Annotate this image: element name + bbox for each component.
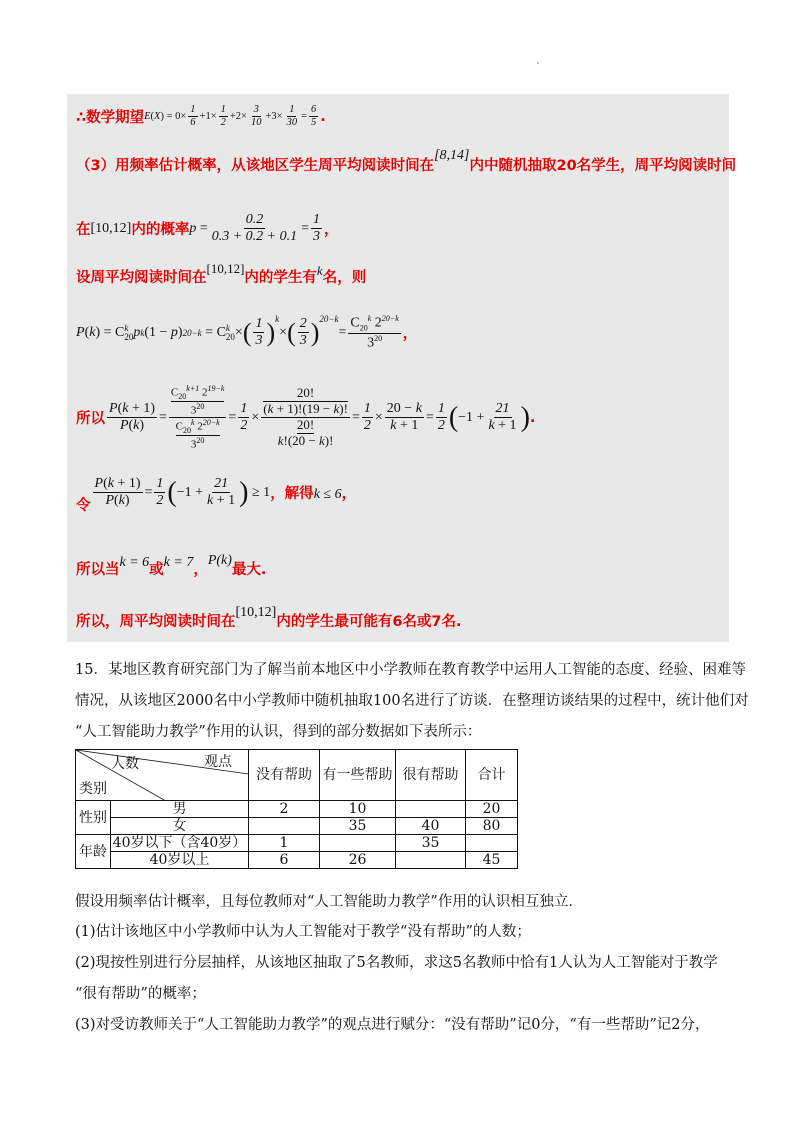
assumption-text: 假设用频率估计概率，且每位教师对“人工智能助力教学”作用的认识相互独立． xyxy=(75,894,583,910)
cell: 1 xyxy=(249,835,320,852)
value-k-6: k = 6 xyxy=(119,554,150,570)
part3-text-a: （3）用频率估计概率，从该地区学生周平均阅读时间在 xyxy=(76,158,435,174)
ratio-formula: $\frac{P(k + 1)}{P(k)}$ = $C_{20}^{k+1}$ $2^{19-k}$ $3^{20}$ $C_{20}^k$ $2^{20-k}$ $3^{20}$ = $\frac{1}{2}$ × 20! (k + 1)!(19 − k)! 20! k!(20 − k)! = $\frac{1}{2}$ × $\frac{20 - k}{k + 1}$ = $\frac{1}{2}$ ( −1 + $\frac{21}{k + 1}$ ) xyxy=(109,384,530,452)
problem-line-3: “人工智能助力教学”作用的认识，得到的部分数据如下表所示： xyxy=(75,724,482,740)
interval-10-12-a: [10,12] xyxy=(90,220,132,236)
maximum-line xyxy=(76,552,267,579)
ratio-suffix: . xyxy=(529,409,536,426)
setup-text-b: 内的学生有 xyxy=(244,270,317,286)
row-label: 男 xyxy=(111,801,249,818)
inequality-prefix: 令 xyxy=(76,498,91,515)
question-3: (3)对受访教师关于“人工智能助力教学”的观点进行赋分：“没有帮助”记0分，“有一些帮助”记2分， xyxy=(75,1017,710,1033)
ratio-line xyxy=(76,384,535,452)
probability-prefix: 在 xyxy=(76,222,91,239)
setup-text-c: 名，则 xyxy=(322,270,367,286)
conclusion-text-a: 所以，周平均阅读时间在 xyxy=(76,614,236,630)
binomial-suffix: ， xyxy=(402,326,418,343)
setup-text-a: 设周平均阅读时间在 xyxy=(76,270,207,286)
cell: 80 xyxy=(466,818,518,835)
ratio-prefix: 所以 xyxy=(76,411,105,428)
corner-label-view: 观点 xyxy=(204,754,232,770)
probability-line xyxy=(76,212,339,245)
inequality-formula: $\frac{P(k + 1)}{P(k)}$ = $\frac{1}{2}$ ( −1 + $\frac{21}{k + 1}$ ) ≥ 1 xyxy=(94,476,271,509)
group-gender: 性别 xyxy=(76,801,111,835)
cell xyxy=(320,835,396,852)
variable-k: k xyxy=(316,262,323,278)
value-k-7: k = 7 xyxy=(163,554,194,570)
problem-line-1: 15．某地区教育研究部门为了解当前本地区中小学教师在教育教学中运用人工智能的态度、经验、困难等 xyxy=(75,662,746,678)
interval-8-14: [8,14] xyxy=(434,147,470,163)
header-no-help: 没有帮助 xyxy=(249,750,320,801)
question-2-line-1: (2)現按性别进行分层抽样，从该地区抽取了5名教师，求这5名教师中恰有1人认为人工智能对于教学 xyxy=(75,955,718,971)
inequality-line xyxy=(76,476,357,515)
inequality-mid: ，解得 xyxy=(270,486,314,503)
question-1: (1)估计该地区中小学教师中认为人工智能对于教学“没有帮助”的人数； xyxy=(75,924,531,940)
cell xyxy=(249,818,320,835)
inequality-suffix: ， xyxy=(341,486,357,503)
solution-block xyxy=(67,94,737,642)
cell: 26 xyxy=(320,852,396,869)
maximum-comma: ， xyxy=(193,562,208,578)
cell: 45 xyxy=(466,852,518,869)
table-corner-cell xyxy=(76,750,249,801)
maximum-or: 或 xyxy=(149,562,164,578)
maximum-text-b: 最大. xyxy=(231,562,267,578)
probability-mid: 内的概率 xyxy=(131,222,190,239)
interval-10-12-b: [10,12] xyxy=(206,260,245,276)
row-label: 女 xyxy=(111,818,249,835)
probability-formula: p = $\frac{0.2}{0.3 + 0.2 + 0.1}$ = $\frac{1}{3}$ xyxy=(189,212,321,245)
value-pk: P(k) xyxy=(207,552,232,568)
cell: 40 xyxy=(396,818,466,835)
expectation-suffix: . xyxy=(320,108,326,125)
interval-10-12-c: [10,12] xyxy=(235,604,277,620)
part3-line xyxy=(76,147,737,175)
cell: 35 xyxy=(396,835,466,852)
header-total: 合计 xyxy=(466,750,518,801)
table-row xyxy=(76,835,518,852)
corner-label-count: 人数 xyxy=(111,756,139,772)
table-row xyxy=(76,801,518,818)
table-row xyxy=(76,818,518,835)
row-label: 40岁以上 xyxy=(111,852,249,869)
cell: 10 xyxy=(320,801,396,818)
expectation-line xyxy=(76,104,326,129)
cell: 20 xyxy=(466,801,518,818)
conclusion-line xyxy=(76,604,462,631)
cell xyxy=(396,801,466,818)
group-age: 年龄 xyxy=(76,835,111,869)
cell: 6 xyxy=(249,852,320,869)
statistics-table xyxy=(75,749,518,869)
problem-line-2: 情况，从该地区2000名中小学教师中随机抽取100名进行了访谈．在整理访谈结果的过程中，统计他们对 xyxy=(75,693,749,709)
maximum-text-a: 所以当 xyxy=(76,562,120,578)
cell xyxy=(466,835,518,852)
binomial-formula: P ( k ) = C k 20 p k (1 − p ) 20−k = C k 20 × ( $\frac{1}{3}$ ) $^k$ × ( $\frac{2}{3}$ ) $^{20-k}$ = $\frac{C_{20}^k 2^{20-k}}{3^{20}}$ xyxy=(76,314,399,351)
question-2-line-2: “很有帮助”的概率； xyxy=(75,986,206,1002)
row-label: 40岁以下（含40岁） xyxy=(111,835,249,852)
corner-label-category: 类别 xyxy=(79,781,107,797)
inequality-result: k ≤ 6 xyxy=(313,486,342,502)
expectation-label: ∴数学期望 xyxy=(76,110,145,127)
conclusion-text-b: 内的学生最可能有6名或7名. xyxy=(276,614,462,630)
binomial-line xyxy=(76,314,417,351)
cell: 2 xyxy=(249,801,320,818)
page-mark xyxy=(537,62,539,64)
cell: 35 xyxy=(320,818,396,835)
cell xyxy=(396,852,466,869)
table-row xyxy=(76,852,518,869)
setup-line xyxy=(76,260,367,287)
expectation-formula: E ( X ) = 0× $\frac{1}{6}$ +1× $\frac{1}{2}$ +2× $\frac{3}{10}$ +3× $\frac{1}{30}$ = $\frac{6}{5}$ xyxy=(144,104,317,129)
table-header-row xyxy=(76,750,518,801)
header-some-help: 有一些帮助 xyxy=(320,750,396,801)
probability-suffix: ， xyxy=(324,222,339,239)
header-much-help: 很有帮助 xyxy=(396,750,466,801)
part3-text-b: 内中随机抽取20名学生，周平均阅读时间 xyxy=(469,158,737,174)
